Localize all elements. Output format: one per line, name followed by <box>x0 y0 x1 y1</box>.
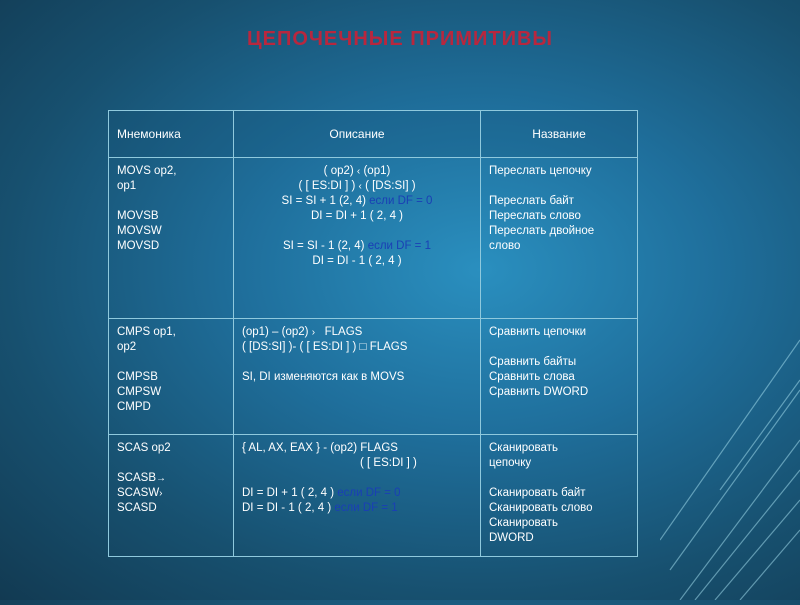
desc-text: DI = DI + 1 ( 2, 4 ) <box>242 487 335 499</box>
mnemonic-cell <box>109 158 234 319</box>
slide-title: ЦЕПОЧЕЧНЫЕ ПРИМИТИВЫ <box>247 28 553 50</box>
name-line: Переслать байт <box>489 195 574 207</box>
desc-line: SI, DI изменяются как в MOVS <box>242 371 405 383</box>
desc-text: ( op2) <box>323 165 354 177</box>
arrow-left-icon: ‹ <box>358 181 362 192</box>
desc-line: DI = DI - 1 ( 2, 4 ) <box>312 255 402 267</box>
arrow-left-icon: ‹ <box>356 166 361 177</box>
mnemonic-line: CMPS op1, <box>117 326 176 338</box>
mnemonic-line: SCASD <box>117 502 157 514</box>
mnemonic-line: SCAS op2 <box>117 442 171 454</box>
description-cell <box>234 319 481 435</box>
mnemonic-line: MOVSW <box>117 225 162 237</box>
arrow-right-icon: › <box>159 488 163 499</box>
desc-text: ( [ ES:DI ] ) <box>298 180 356 192</box>
desc-line <box>242 194 472 209</box>
description-cell <box>234 158 481 319</box>
mnemonic-line <box>117 486 225 501</box>
name-line: Переслать слово <box>489 210 581 222</box>
desc-line <box>242 501 472 516</box>
desc-line: ( [ ES:DI ] ) <box>360 457 417 469</box>
name-line: Сканировать байт <box>489 487 586 499</box>
desc-line <box>242 486 472 501</box>
arrow-right-icon: → <box>156 473 166 484</box>
primitives-table <box>108 110 638 557</box>
mnemonic-line: MOVSD <box>117 240 160 252</box>
header-description: Описание <box>234 111 481 158</box>
name-line: Сравнить байты <box>489 356 577 368</box>
name-line: Сравнить DWORD <box>489 386 589 398</box>
condition-text: если DF = 1 <box>334 502 398 514</box>
header-mnemonic: Мнемоника <box>109 111 234 158</box>
name-line: Переслать двойное <box>489 225 595 237</box>
mnemonic-line: op2 <box>117 341 137 353</box>
desc-line <box>242 239 472 254</box>
condition-text: если DF = 1 <box>367 240 431 252</box>
name-cell <box>481 319 638 435</box>
desc-text: FLAGS <box>324 326 363 338</box>
mnemonic-line <box>117 471 225 486</box>
desc-text: DI = DI - 1 ( 2, 4 ) <box>242 502 332 514</box>
desc-text: SI = SI - 1 (2, 4) <box>282 240 365 252</box>
mnemonic-line: op1 <box>117 180 137 192</box>
table-row <box>109 319 638 435</box>
header-row <box>109 111 638 158</box>
mnemonic-line: MOVS op2, <box>117 165 177 177</box>
name-line: DWORD <box>489 532 534 544</box>
mnemonic-cell <box>109 319 234 435</box>
desc-text: ( [DS:SI] ) <box>365 180 416 192</box>
desc-line: { AL, AX, EAX } - (op2) FLAGS <box>242 442 398 454</box>
name-line: Сканировать <box>489 442 558 454</box>
condition-text: если DF = 0 <box>337 487 401 499</box>
description-cell <box>234 435 481 557</box>
desc-text: (op1) <box>363 165 391 177</box>
name-line: Сканировать <box>489 517 558 529</box>
mnemonic-line: CMPSW <box>117 386 162 398</box>
name-line: Сравнить слова <box>489 371 575 383</box>
mnemonic-line: CMPSB <box>117 371 158 383</box>
name-line: слово <box>489 240 521 252</box>
name-line: цепочку <box>489 457 532 469</box>
desc-line: ( [DS:SI] )- ( [ ES:DI ] ) □ FLAGS <box>242 341 408 353</box>
desc-text: SI = SI + 1 (2, 4) <box>281 195 366 207</box>
header-name: Название <box>481 111 638 158</box>
desc-line <box>242 325 472 340</box>
decorative-lines <box>660 240 800 600</box>
desc-line: DI = DI + 1 ( 2, 4 ) <box>310 210 404 222</box>
arrow-right-icon: › <box>311 327 316 338</box>
name-cell <box>481 158 638 319</box>
table-row <box>109 158 638 319</box>
desc-line <box>242 179 472 194</box>
name-line: Сравнить цепочки <box>489 326 587 338</box>
name-line: Сканировать слово <box>489 502 593 514</box>
mnemonic-cell <box>109 435 234 557</box>
mnemonic-line: CMPD <box>117 401 151 413</box>
name-line: Переслать цепочку <box>489 165 592 177</box>
desc-line <box>242 164 472 179</box>
desc-text: (op1) – (op2) <box>242 326 309 338</box>
table-row <box>109 435 638 557</box>
name-cell <box>481 435 638 557</box>
mnemonic-text: SCASB <box>117 472 156 484</box>
mnemonic-text: SCASW <box>117 487 160 499</box>
mnemonic-line: MOVSB <box>117 210 159 222</box>
condition-text: если DF = 0 <box>369 195 433 207</box>
